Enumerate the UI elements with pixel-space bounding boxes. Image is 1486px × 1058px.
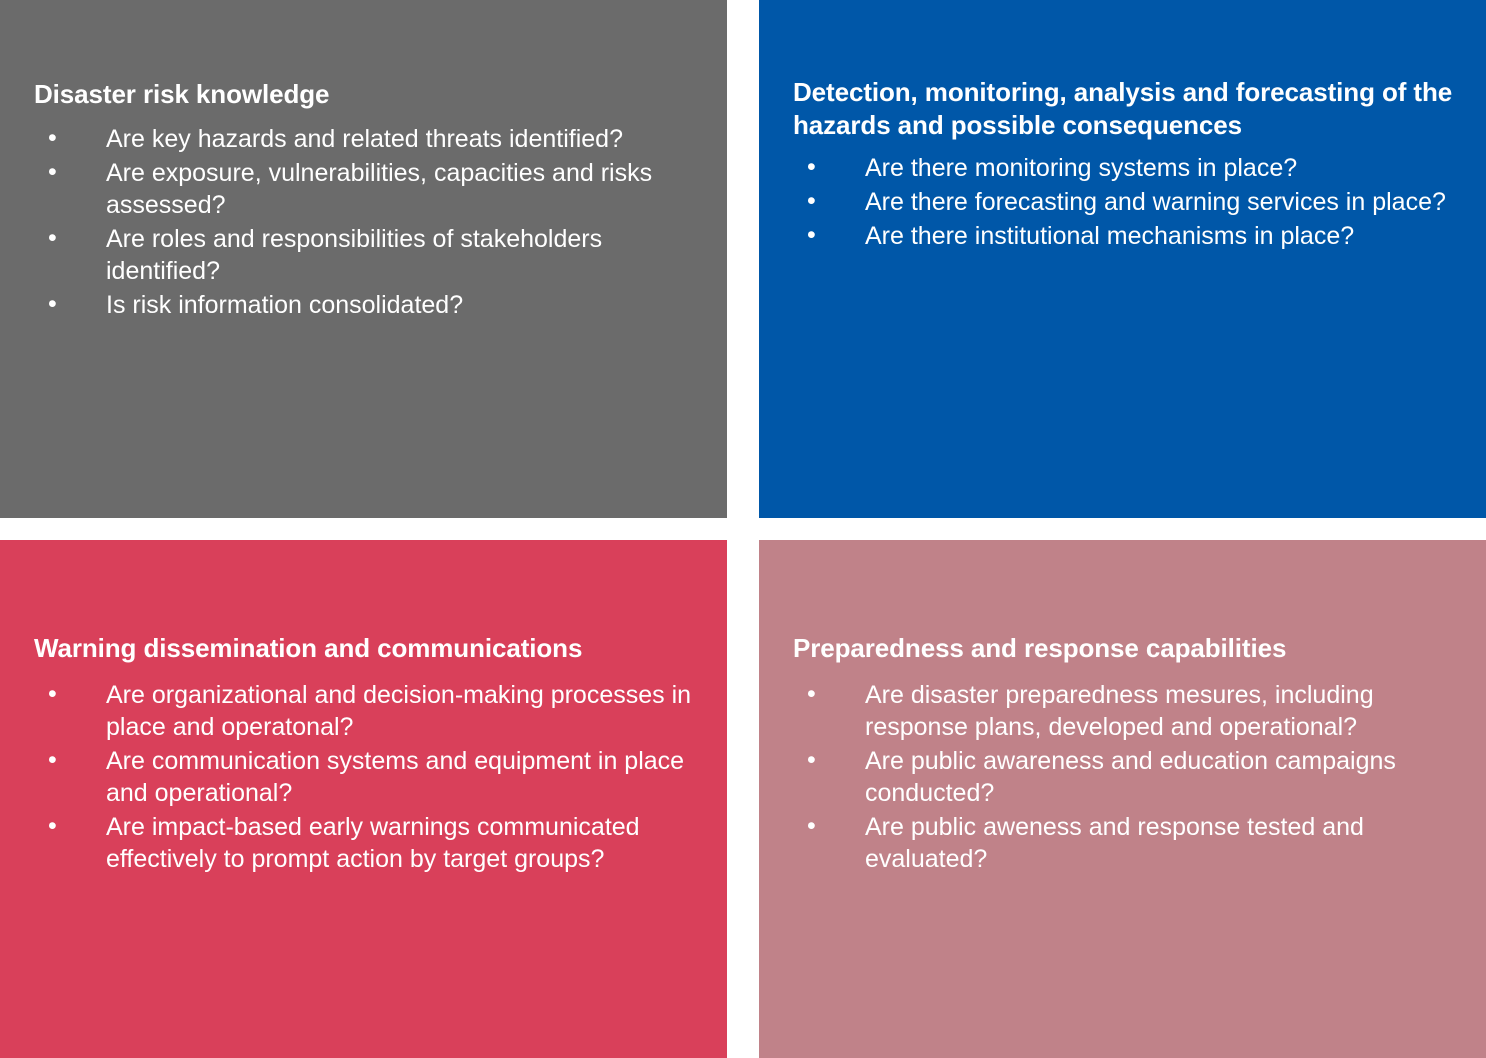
card-bullet-list <box>793 679 1458 875</box>
list-item: • Are there forecasting and warning services in place? <box>793 186 1458 218</box>
card-detection-monitoring <box>759 0 1486 518</box>
card-title: Preparedness and response capabilities <box>793 633 1287 663</box>
list-item: • Are there institutional mechanisms in place? <box>793 220 1458 252</box>
card-bullet-list <box>34 123 699 321</box>
card-preparedness-response <box>759 540 1486 1058</box>
list-item: • Are public awareness and education campaigns conducted? <box>793 745 1458 809</box>
card-title: Detection, monitoring, analysis and forecasting of the hazards and possible consequences <box>793 77 1453 140</box>
card-content <box>793 632 1458 877</box>
card-bullet-list <box>34 679 699 875</box>
list-item: • Are public aweness and response tested and evaluated? <box>793 811 1458 875</box>
card-disaster-risk-knowledge <box>0 0 727 518</box>
list-item: • Are disaster preparedness mesures, including response plans, developed and operational? <box>793 679 1458 743</box>
list-item: • Are impact-based early warnings communicated effectively to prompt action by target groups? <box>34 811 699 875</box>
card-content <box>34 632 699 877</box>
list-item: • Are communication systems and equipment in place and operational? <box>34 745 699 809</box>
list-item: • Are key hazards and related threats identified? <box>34 123 699 155</box>
card-title: Warning dissemination and communications <box>34 633 583 663</box>
card-content <box>34 78 699 323</box>
list-item: • Is risk information consolidated? <box>34 289 699 321</box>
card-title: Disaster risk knowledge <box>34 79 330 109</box>
card-bullet-list <box>793 152 1458 252</box>
list-item: • Are roles and responsibilities of stakeholders identified? <box>34 223 699 287</box>
list-item: • Are organizational and decision-making processes in place and operatonal? <box>34 679 699 743</box>
list-item: • Are there monitoring systems in place? <box>793 152 1458 184</box>
card-content <box>793 76 1458 254</box>
card-warning-dissemination <box>0 540 727 1058</box>
list-item: • Are exposure, vulnerabilities, capacities and risks assessed? <box>34 157 699 221</box>
